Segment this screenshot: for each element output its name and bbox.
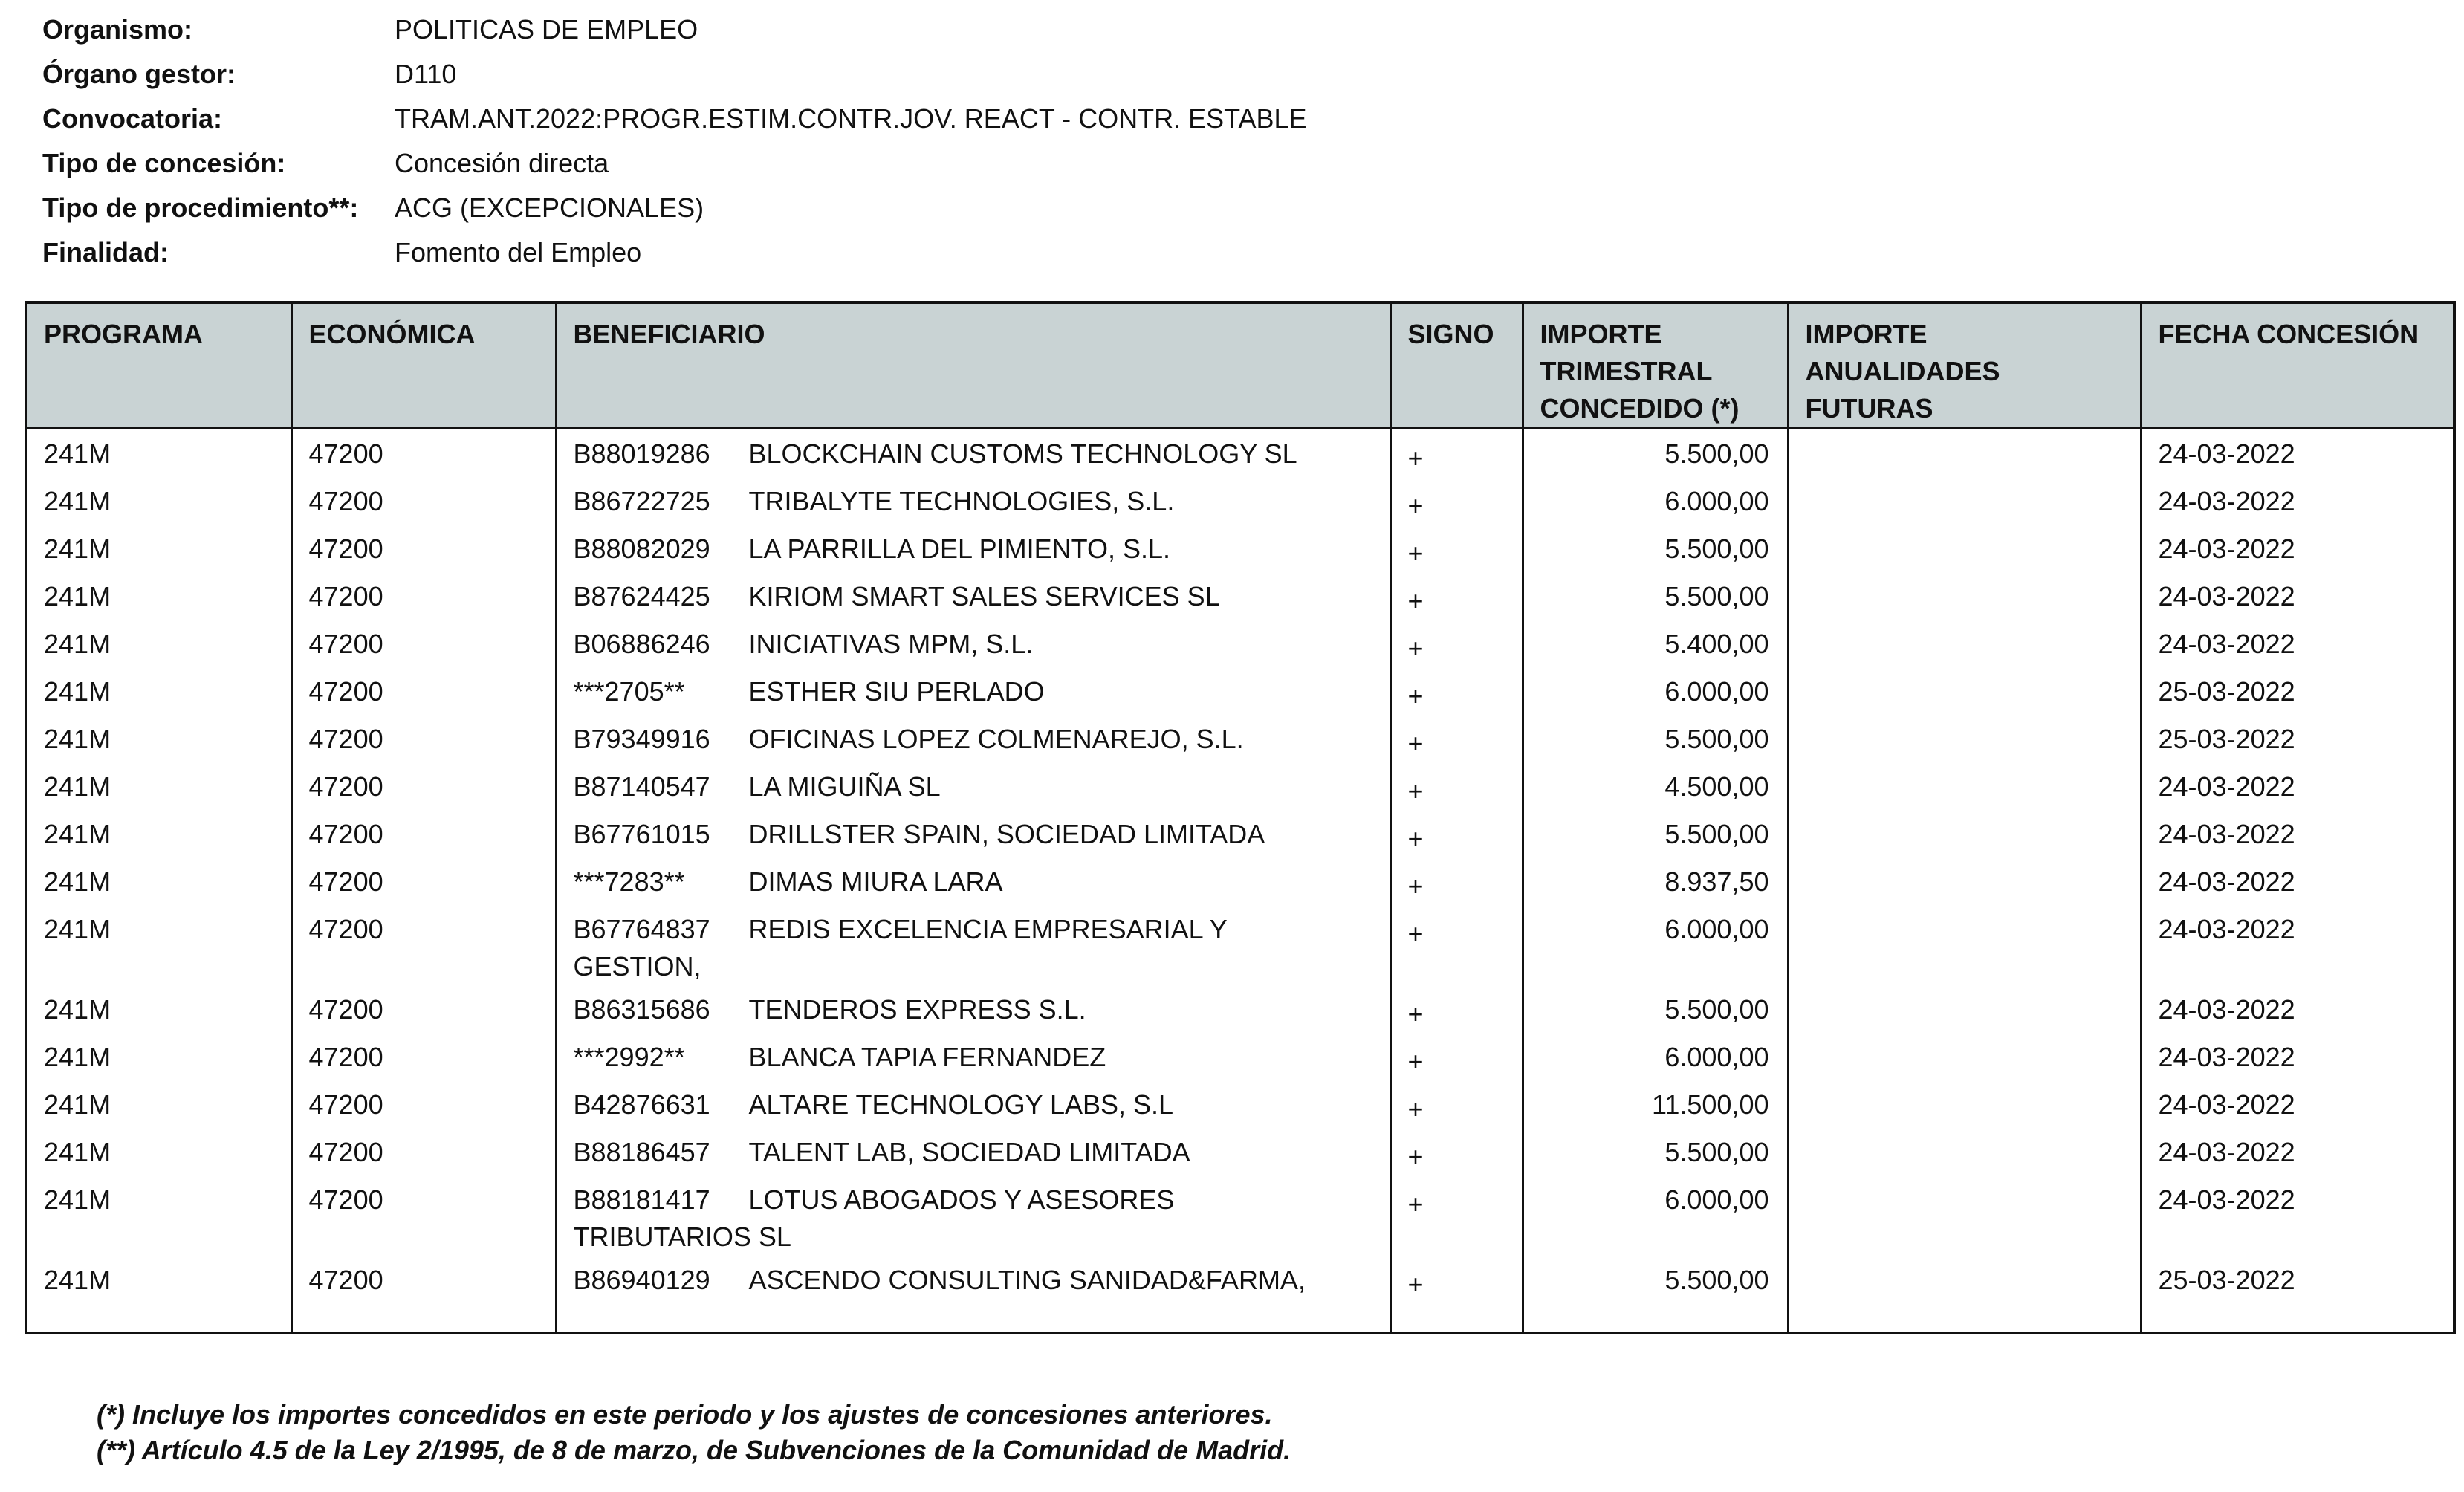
cell-importe: 5.500,00: [1523, 572, 1788, 620]
header-line: IMPORTE: [1540, 319, 1662, 349]
column-header-economica: ECONÓMICA: [291, 302, 556, 429]
table-row: [26, 1128, 2454, 1175]
header-line: TRIMESTRAL: [1540, 356, 1713, 386]
cell-beneficiario: [556, 525, 1390, 572]
cell-anualidades: [1788, 572, 2141, 620]
cell-signo: +: [1390, 1175, 1523, 1256]
cell-programa: 241M: [26, 620, 291, 667]
cell-economica: 47200: [291, 857, 556, 905]
cell-programa: 241M: [26, 667, 291, 715]
cell-signo: +: [1390, 572, 1523, 620]
cell-beneficiario: [556, 1033, 1390, 1080]
meta-row-tipo-concesion: [42, 141, 1826, 186]
meta-value: TRAM.ANT.2022:PROGR.ESTIM.CONTR.JOV. REACT - CONTR. ESTABLE: [395, 103, 1307, 134]
cell-programa: 241M: [26, 715, 291, 762]
cell-economica: 47200: [291, 810, 556, 857]
cell-importe: 5.500,00: [1523, 429, 1788, 478]
beneficiary-id: B86722725: [573, 486, 710, 516]
cell-beneficiario: [556, 620, 1390, 667]
cell-programa: 241M: [26, 985, 291, 1033]
cell-signo: +: [1390, 477, 1523, 525]
beneficiary-id: B87140547: [573, 771, 710, 802]
cell-signo: +: [1390, 667, 1523, 715]
table-row: [26, 429, 2454, 478]
cell-importe: 5.400,00: [1523, 620, 1788, 667]
table-row: [26, 905, 2454, 985]
cell-economica: 47200: [291, 1175, 556, 1256]
table-row: [26, 572, 2454, 620]
cell-importe: 5.500,00: [1523, 810, 1788, 857]
cell-beneficiario: [556, 1080, 1390, 1128]
beneficiary-name: OFICINAS LOPEZ COLMENAREJO, S.L.: [748, 724, 1244, 754]
meta-row-convocatoria: [42, 97, 1826, 141]
cell-importe: 5.500,00: [1523, 525, 1788, 572]
cell-economica: 47200: [291, 905, 556, 985]
header-line: ANUALIDADES: [1805, 356, 2000, 386]
column-header-fecha: FECHA CONCESIÓN: [2141, 302, 2454, 429]
cell-fecha: 24-03-2022: [2141, 1033, 2454, 1080]
cell-signo: +: [1390, 1033, 1523, 1080]
beneficiary-id: B86940129: [573, 1265, 710, 1295]
meta-label: Convocatoria:: [42, 103, 223, 134]
cell-beneficiario: [556, 1128, 1390, 1175]
meta-value: Fomento del Empleo: [395, 237, 642, 267]
beneficiary-name: ASCENDO CONSULTING SANIDAD&FARMA,: [748, 1265, 1306, 1295]
cell-importe: 5.500,00: [1523, 1256, 1788, 1333]
cell-economica: 47200: [291, 477, 556, 525]
footnotes: [97, 1397, 1291, 1468]
table-row: [26, 1175, 2454, 1256]
beneficiary-name-cont: GESTION,: [573, 951, 701, 982]
cell-fecha: 25-03-2022: [2141, 1256, 2454, 1333]
table-row: [26, 857, 2454, 905]
meta-value: Concesión directa: [395, 148, 609, 178]
meta-value: ACG (EXCEPCIONALES): [395, 192, 704, 223]
beneficiary-id: B79349916: [573, 724, 710, 754]
cell-beneficiario: [556, 1175, 1390, 1256]
cell-fecha: 24-03-2022: [2141, 572, 2454, 620]
cell-economica: 47200: [291, 620, 556, 667]
cell-beneficiario: [556, 985, 1390, 1033]
meta-label: Finalidad:: [42, 237, 169, 267]
beneficiary-name: INICIATIVAS MPM, S.L.: [748, 629, 1034, 659]
beneficiary-id: B86315686: [573, 994, 710, 1025]
cell-fecha: 24-03-2022: [2141, 525, 2454, 572]
beneficiary-name: TENDEROS EXPRESS S.L.: [748, 994, 1086, 1025]
cell-anualidades: [1788, 1080, 2141, 1128]
column-header-importe-trimestral: [1523, 302, 1788, 429]
cell-economica: 47200: [291, 715, 556, 762]
header-line: CONCEDIDO (*): [1540, 393, 1740, 424]
cell-beneficiario: [556, 1256, 1390, 1333]
cell-anualidades: [1788, 1128, 2141, 1175]
cell-beneficiario: [556, 429, 1390, 478]
cell-anualidades: [1788, 429, 2141, 478]
beneficiary-name: DIMAS MIURA LARA: [748, 866, 1003, 897]
beneficiary-name: ALTARE TECHNOLOGY LABS, S.L: [748, 1089, 1174, 1120]
beneficiary-name: LA MIGUIÑA SL: [748, 771, 941, 802]
cell-anualidades: [1788, 525, 2141, 572]
cell-importe: 8.937,50: [1523, 857, 1788, 905]
cell-signo: +: [1390, 905, 1523, 985]
beneficiary-id: B88082029: [573, 533, 710, 564]
cell-economica: 47200: [291, 1256, 556, 1333]
table-row: [26, 985, 2454, 1033]
cell-anualidades: [1788, 1256, 2141, 1333]
cell-importe: 6.000,00: [1523, 1175, 1788, 1256]
cell-importe: 4.500,00: [1523, 762, 1788, 810]
cell-importe: 5.500,00: [1523, 985, 1788, 1033]
beneficiary-id: B87624425: [573, 581, 710, 612]
cell-importe: 5.500,00: [1523, 715, 1788, 762]
beneficiary-name: DRILLSTER SPAIN, SOCIEDAD LIMITADA: [748, 819, 1265, 849]
cell-anualidades: [1788, 667, 2141, 715]
cell-fecha: 24-03-2022: [2141, 1080, 2454, 1128]
beneficiary-name: LOTUS ABOGADOS Y ASESORES: [748, 1184, 1175, 1215]
cell-economica: 47200: [291, 667, 556, 715]
footnote-ley: (**) Artículo 4.5 de la Ley 2/1995, de 8 de marzo, de Subvenciones de la Comunidad de Madrid.: [97, 1435, 1291, 1465]
beneficiary-id: ***2992**: [573, 1042, 685, 1072]
cell-anualidades: [1788, 1175, 2141, 1256]
beneficiary-id: B88181417: [573, 1184, 710, 1215]
cell-fecha: 25-03-2022: [2141, 667, 2454, 715]
cell-fecha: 24-03-2022: [2141, 477, 2454, 525]
cell-fecha: 24-03-2022: [2141, 429, 2454, 478]
table-body: [26, 429, 2454, 1334]
beneficiary-id: B88186457: [573, 1137, 710, 1167]
cell-fecha: 24-03-2022: [2141, 985, 2454, 1033]
cell-anualidades: [1788, 762, 2141, 810]
cell-programa: 241M: [26, 857, 291, 905]
cell-programa: 241M: [26, 810, 291, 857]
cell-programa: 241M: [26, 525, 291, 572]
cell-anualidades: [1788, 810, 2141, 857]
beneficiary-id: B88019286: [573, 438, 710, 469]
cell-signo: +: [1390, 857, 1523, 905]
cell-anualidades: [1788, 1033, 2141, 1080]
cell-programa: 241M: [26, 477, 291, 525]
cell-beneficiario: [556, 572, 1390, 620]
column-header-importe-anualidades: [1788, 302, 2141, 429]
beneficiary-id: B42876631: [573, 1089, 710, 1120]
beneficiary-name: TRIBALYTE TECHNOLOGIES, S.L.: [748, 486, 1175, 516]
meta-row-organo-gestor: [42, 52, 1826, 97]
cell-fecha: 25-03-2022: [2141, 715, 2454, 762]
cell-fecha: 24-03-2022: [2141, 620, 2454, 667]
column-header-beneficiario: BENEFICIARIO: [556, 302, 1390, 429]
meta-label: Tipo de procedimiento**:: [42, 192, 359, 223]
beneficiary-name: BLOCKCHAIN CUSTOMS TECHNOLOGY SL: [748, 438, 1297, 469]
cell-programa: 241M: [26, 1256, 291, 1333]
cell-fecha: 24-03-2022: [2141, 1175, 2454, 1256]
table-row: [26, 477, 2454, 525]
meta-label: Tipo de concesión:: [42, 148, 286, 178]
cell-programa: 241M: [26, 1128, 291, 1175]
table-row: [26, 762, 2454, 810]
meta-label: Órgano gestor:: [42, 59, 236, 89]
cell-beneficiario: [556, 715, 1390, 762]
cell-fecha: 24-03-2022: [2141, 857, 2454, 905]
meta-row-finalidad: [42, 230, 1826, 275]
table-row: [26, 715, 2454, 762]
cell-signo: +: [1390, 1128, 1523, 1175]
cell-programa: 241M: [26, 1175, 291, 1256]
footnote-importe: (*) Incluye los importes concedidos en este periodo y los ajustes de concesiones anteriores.: [97, 1399, 1273, 1430]
cell-programa: 241M: [26, 429, 291, 478]
meta-label: Organismo:: [42, 14, 193, 45]
cell-importe: 6.000,00: [1523, 477, 1788, 525]
cell-economica: 47200: [291, 572, 556, 620]
beneficiary-id: B67761015: [573, 819, 710, 849]
cell-signo: +: [1390, 620, 1523, 667]
cell-signo: +: [1390, 762, 1523, 810]
table-row: [26, 620, 2454, 667]
beneficiary-name: LA PARRILLA DEL PIMIENTO, S.L.: [748, 533, 1171, 564]
cell-beneficiario: [556, 810, 1390, 857]
cell-importe: 11.500,00: [1523, 1080, 1788, 1128]
cell-fecha: 24-03-2022: [2141, 762, 2454, 810]
meta-value: POLITICAS DE EMPLEO: [395, 14, 698, 45]
cell-anualidades: [1788, 477, 2141, 525]
cell-economica: 47200: [291, 985, 556, 1033]
cell-programa: 241M: [26, 762, 291, 810]
beneficiary-id: B06886246: [573, 629, 710, 659]
cell-beneficiario: [556, 857, 1390, 905]
cell-signo: +: [1390, 1080, 1523, 1128]
cell-signo: +: [1390, 525, 1523, 572]
cell-fecha: 24-03-2022: [2141, 1128, 2454, 1175]
meta-row-tipo-procedimiento: [42, 186, 1826, 230]
cell-importe: 6.000,00: [1523, 1033, 1788, 1080]
cell-anualidades: [1788, 985, 2141, 1033]
header-line: FUTURAS: [1805, 393, 1933, 424]
beneficiary-name: TALENT LAB, SOCIEDAD LIMITADA: [748, 1137, 1190, 1167]
grants-table: [25, 301, 2456, 1334]
table-row: [26, 1080, 2454, 1128]
beneficiary-name: ESTHER SIU PERLADO: [748, 676, 1045, 707]
grant-metadata: [42, 7, 1826, 275]
cell-programa: 241M: [26, 1080, 291, 1128]
cell-beneficiario: [556, 667, 1390, 715]
cell-beneficiario: [556, 905, 1390, 985]
cell-importe: 5.500,00: [1523, 1128, 1788, 1175]
cell-economica: 47200: [291, 1033, 556, 1080]
cell-programa: 241M: [26, 1033, 291, 1080]
header-line: IMPORTE: [1805, 319, 1928, 349]
cell-signo: +: [1390, 810, 1523, 857]
beneficiary-id: ***7283**: [573, 866, 685, 897]
beneficiary-id: B67764837: [573, 914, 710, 944]
table-row: [26, 810, 2454, 857]
table-header-row: [26, 302, 2454, 429]
meta-value: D110: [395, 59, 457, 89]
cell-economica: 47200: [291, 1080, 556, 1128]
cell-signo: +: [1390, 429, 1523, 478]
beneficiary-name: REDIS EXCELENCIA EMPRESARIAL Y: [748, 914, 1228, 944]
cell-signo: +: [1390, 985, 1523, 1033]
cell-fecha: 24-03-2022: [2141, 905, 2454, 985]
column-header-signo: SIGNO: [1390, 302, 1523, 429]
cell-beneficiario: [556, 762, 1390, 810]
cell-importe: 6.000,00: [1523, 667, 1788, 715]
cell-anualidades: [1788, 715, 2141, 762]
cell-programa: 241M: [26, 572, 291, 620]
beneficiary-id: ***2705**: [573, 676, 685, 707]
table-row: [26, 1033, 2454, 1080]
beneficiary-name-cont: TRIBUTARIOS SL: [573, 1222, 791, 1252]
cell-anualidades: [1788, 620, 2141, 667]
cell-signo: +: [1390, 1256, 1523, 1333]
beneficiary-name: KIRIOM SMART SALES SERVICES SL: [748, 581, 1220, 612]
cell-anualidades: [1788, 905, 2141, 985]
cell-beneficiario: [556, 477, 1390, 525]
cell-anualidades: [1788, 857, 2141, 905]
cell-economica: 47200: [291, 525, 556, 572]
table-row: [26, 1256, 2454, 1333]
table-row: [26, 667, 2454, 715]
cell-economica: 47200: [291, 1128, 556, 1175]
meta-row-organismo: [42, 7, 1826, 52]
cell-economica: 47200: [291, 762, 556, 810]
beneficiary-name: BLANCA TAPIA FERNANDEZ: [748, 1042, 1106, 1072]
cell-signo: +: [1390, 715, 1523, 762]
column-header-programa: PROGRAMA: [26, 302, 291, 429]
cell-importe: 6.000,00: [1523, 905, 1788, 985]
cell-fecha: 24-03-2022: [2141, 810, 2454, 857]
cell-economica: 47200: [291, 429, 556, 478]
cell-programa: 241M: [26, 905, 291, 985]
table-row: [26, 525, 2454, 572]
